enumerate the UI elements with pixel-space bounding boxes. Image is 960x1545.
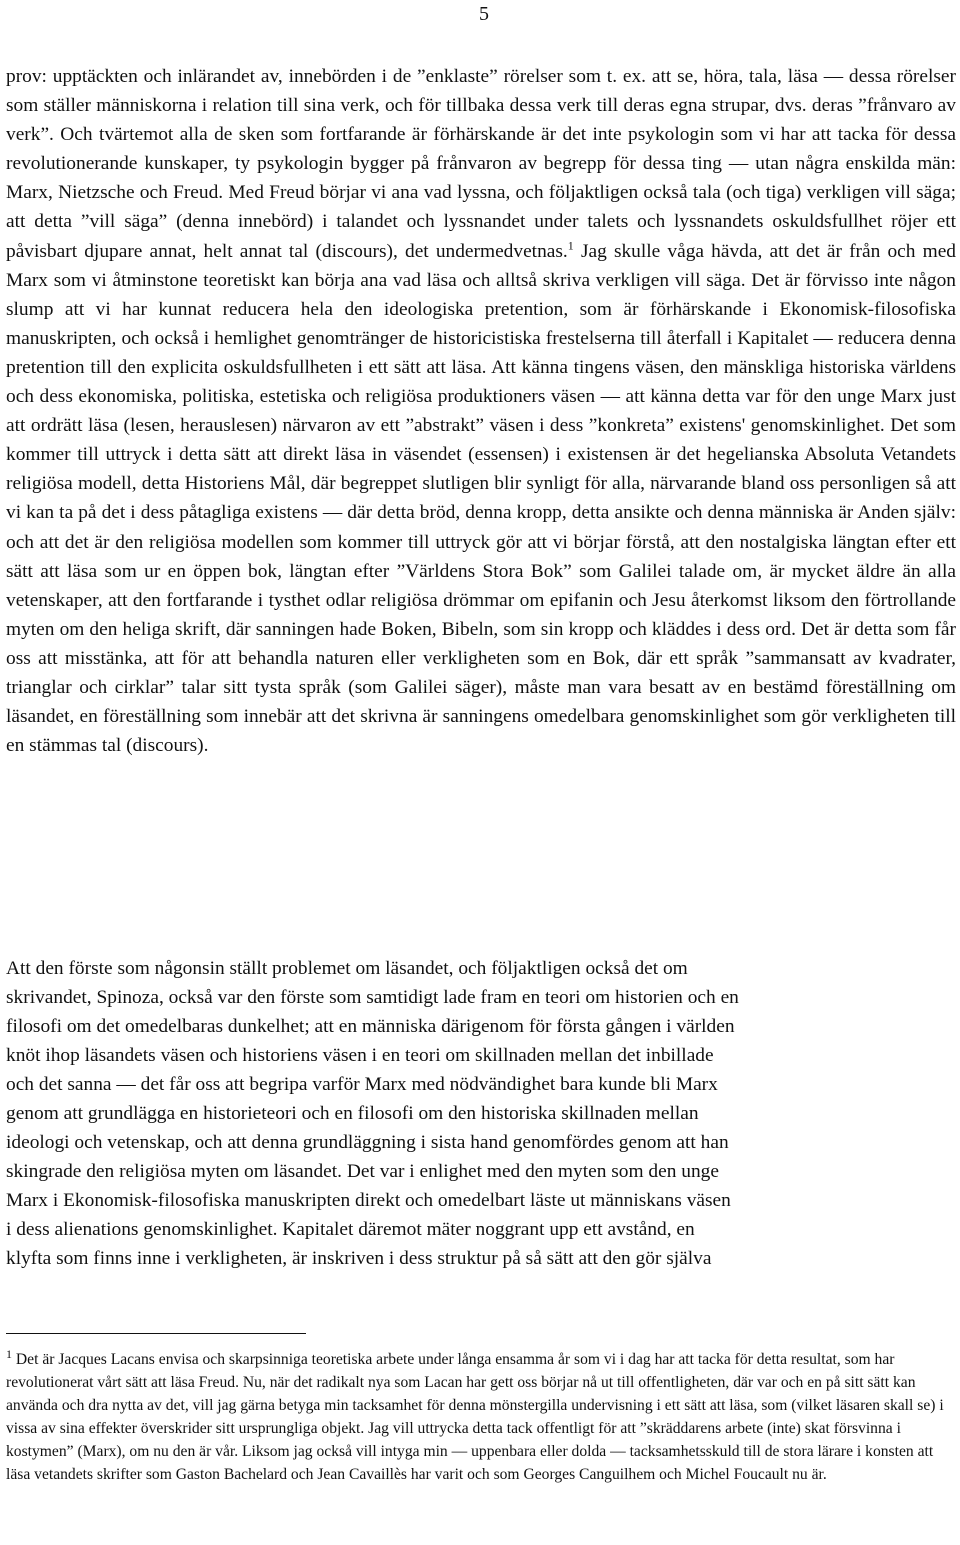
- paragraph-2-line: Marx i Ekonomisk-filosofiska manuskripten direkt och omedelbart läste ut människans väsen: [6, 1190, 731, 1211]
- paragraph-2-line: klyfta som finns inne i verkligheten, är inskriven i dess struktur på så sätt att den gör själva: [6, 1248, 712, 1269]
- footnote-separator: [6, 1333, 306, 1334]
- paragraph-2-line: ideologi och vetenskap, och att denna grundläggning i sista hand genomfördes genom att han: [6, 1132, 729, 1153]
- paragraph-2-line: skingrade den religiösa myten om läsandet. Det var i enlighet med den myten som den unge: [6, 1161, 719, 1182]
- paragraph-1-part-a: prov: upptäckten och inlärandet av, innebörden i de ”enklaste” rörelser som t. ex. att se, höra, tala, läsa — dessa rörelser som ställer människorna i relation till sina verk, och för tillbaka dessa verk till deras egna strupar, dvs. deras ”frånvaro av verk”. Och tvärtemot alla de sken som fortfarande är förhärskande är det inte psykologin som vi har att tacka för dessa revolutionerande kunskaper, ty psykologin bygger på frånvaron av begrepp för dessa ting — utan några enskilda män: Marx, Nietzsche och Freud. Med Freud börjar vi ana vad lyssna, och följaktligen också tala (och tiga) verkligen vill säga; att detta ”vill säga” (denna innebörd) i talandet och lyssnandet under talets och lyssnandets oskuldsfullhet röjer ett påvisbart djupare annat, helt annat tal (discours), det undermedvetnas.: [6, 66, 956, 262]
- paragraph-1-part-b: Jag skulle våga hävda, att det är från och med Marx som vi åtminstone teoretiskt kan börja ana vad läsa och alltså skriva verkligen vill säga. Det är förvisso inte någon slump att vi har kunnat reducera hela den ideologiska pretention, som är förhärskande i Ekonomisk-filosofiska manuskripten, och också i hemlighet genomtränger de historicistiska frestelserna till återfall i Kapitalet — reducera denna pretention till den explicita oskuldsfullheten i ett sätt att läsa. Att känna tingens väsen, den mänskliga historiska världens och dess ekonomiska, politiska, estetiska och religiösa produktioners väsen — att känna detta var för den unge Marx just att ordrätt läsa (lesen, herauslesen) närvaron av ett ”abstrakt” väsen i dess ”konkreta” existens' genomskinlighet. Det som kommer till uttryck i detta sätt att direkt läsa in väsendet (essensen) i existensen är det hegelianska Absoluta Vetandets religiösa modell, detta Historiens Mål, där begreppet slutligen blir synligt för alla, närvarande bland oss personligen så att vi kan ta på det i dess påtagliga existens — där detta bröd, denna kropp, detta ansikte och denna människa är Anden själv: och att det är den religiösa modellen som kommer till uttryck gör att vi börjar förstå, att den nostalgiska längtan efter ett sätt att läsa som ur en öppen bok, längtan efter ”Världens Stora Bok” som Galilei talade om, är mycket äldre än alla vetenskaper, att den fortfarande i tysthet odlar religiösa drömmar om epifanin och Jesu återkomst liksom den förtrollande myten om den heliga skrift, där sanningen hade Boken, Bibeln, som sin kropp och kläddes i dess ord. Det är detta som får oss att misstänka, att för att behandla naturen eller verkligheten som en Bok, där ett språk ”sammansatt av kvadrater, trianglar och cirklar” talar sitt tysta språk (som Galilei säger), måste man vara besatt av en bestämd föreställning om läsandet, en föreställning som innebär att det skrivna är sanningens omedelbara genomskinlighet som gör verkligheten till en stämmas tal (discours).: [6, 240, 957, 757]
- paragraph-2-line: filosofi om det omedelbaras dunkelhet; att en människa därigenom för första gången i världen: [6, 1016, 735, 1037]
- paragraph-2-line: skrivandet, Spinoza, också var den förste som samtidigt lade fram en teori om historien och en: [6, 987, 739, 1008]
- footnote-text: Det är Jacques Lacans envisa och skarpsinniga teoretiska arbete under långa ensamma år som vi i dag har att tacka för detta resultat, som har revolutionerat vårt sätt att läsa Freud. Nu, när det radikalt nya som Lacan har gett oss börjar nå ut till offentligheten, där var och en på sitt sätt kan använda och dra nytta av det, vill jag gärna betyga min tacksamhet för denna mönstergilla undervisning i ett sätt att läsa, som (vilket läsaren skall se) i vissa av sina effekter överskrider sitt ursprungliga objekt. Jag vill uttrycka detta tack offentligt för att ”skräddarens arbete (inte) skat försvinna i kostymen” (Marx), om nu den är vår. Liksom jag också vill intyga min — uppenbara eller dolda — tacksamhetsskuld till de stora lärare i konsten att läsa vetandets skrifter som Gaston Bachelard och Jean Cavaillès har varit och som Georges Canguilhem och Michel Foucault nu är.: [6, 1351, 944, 1484]
- footnote-reference[interactable]: 1: [567, 238, 574, 253]
- paragraph-2-line: Att den förste som någonsin ställt problemet om läsandet, och följaktligen också det om: [6, 958, 688, 979]
- paragraph-2-line: genom att grundlägga en historieteori och en filosofi om den historiska skillnaden mellan: [6, 1103, 699, 1124]
- paragraph-2: [6, 954, 956, 1273]
- footnote-number: 1: [6, 1346, 12, 1361]
- paragraph-2-line: och det sanna — det får oss att begripa varför Marx med nödvändighet bara kunde bli Marx: [6, 1074, 718, 1095]
- paragraph-1: [6, 62, 956, 760]
- footnote: [6, 1348, 956, 1487]
- paragraph-2-line: i dess alienations genomskinlighet. Kapitalet däremot mäter noggrant upp ett avstånd, en: [6, 1219, 695, 1240]
- page-number: 5: [479, 3, 489, 25]
- paragraph-2-line: knöt ihop läsandets väsen och historiens väsen i en teori om skillnaden mellan det inbillade: [6, 1045, 714, 1066]
